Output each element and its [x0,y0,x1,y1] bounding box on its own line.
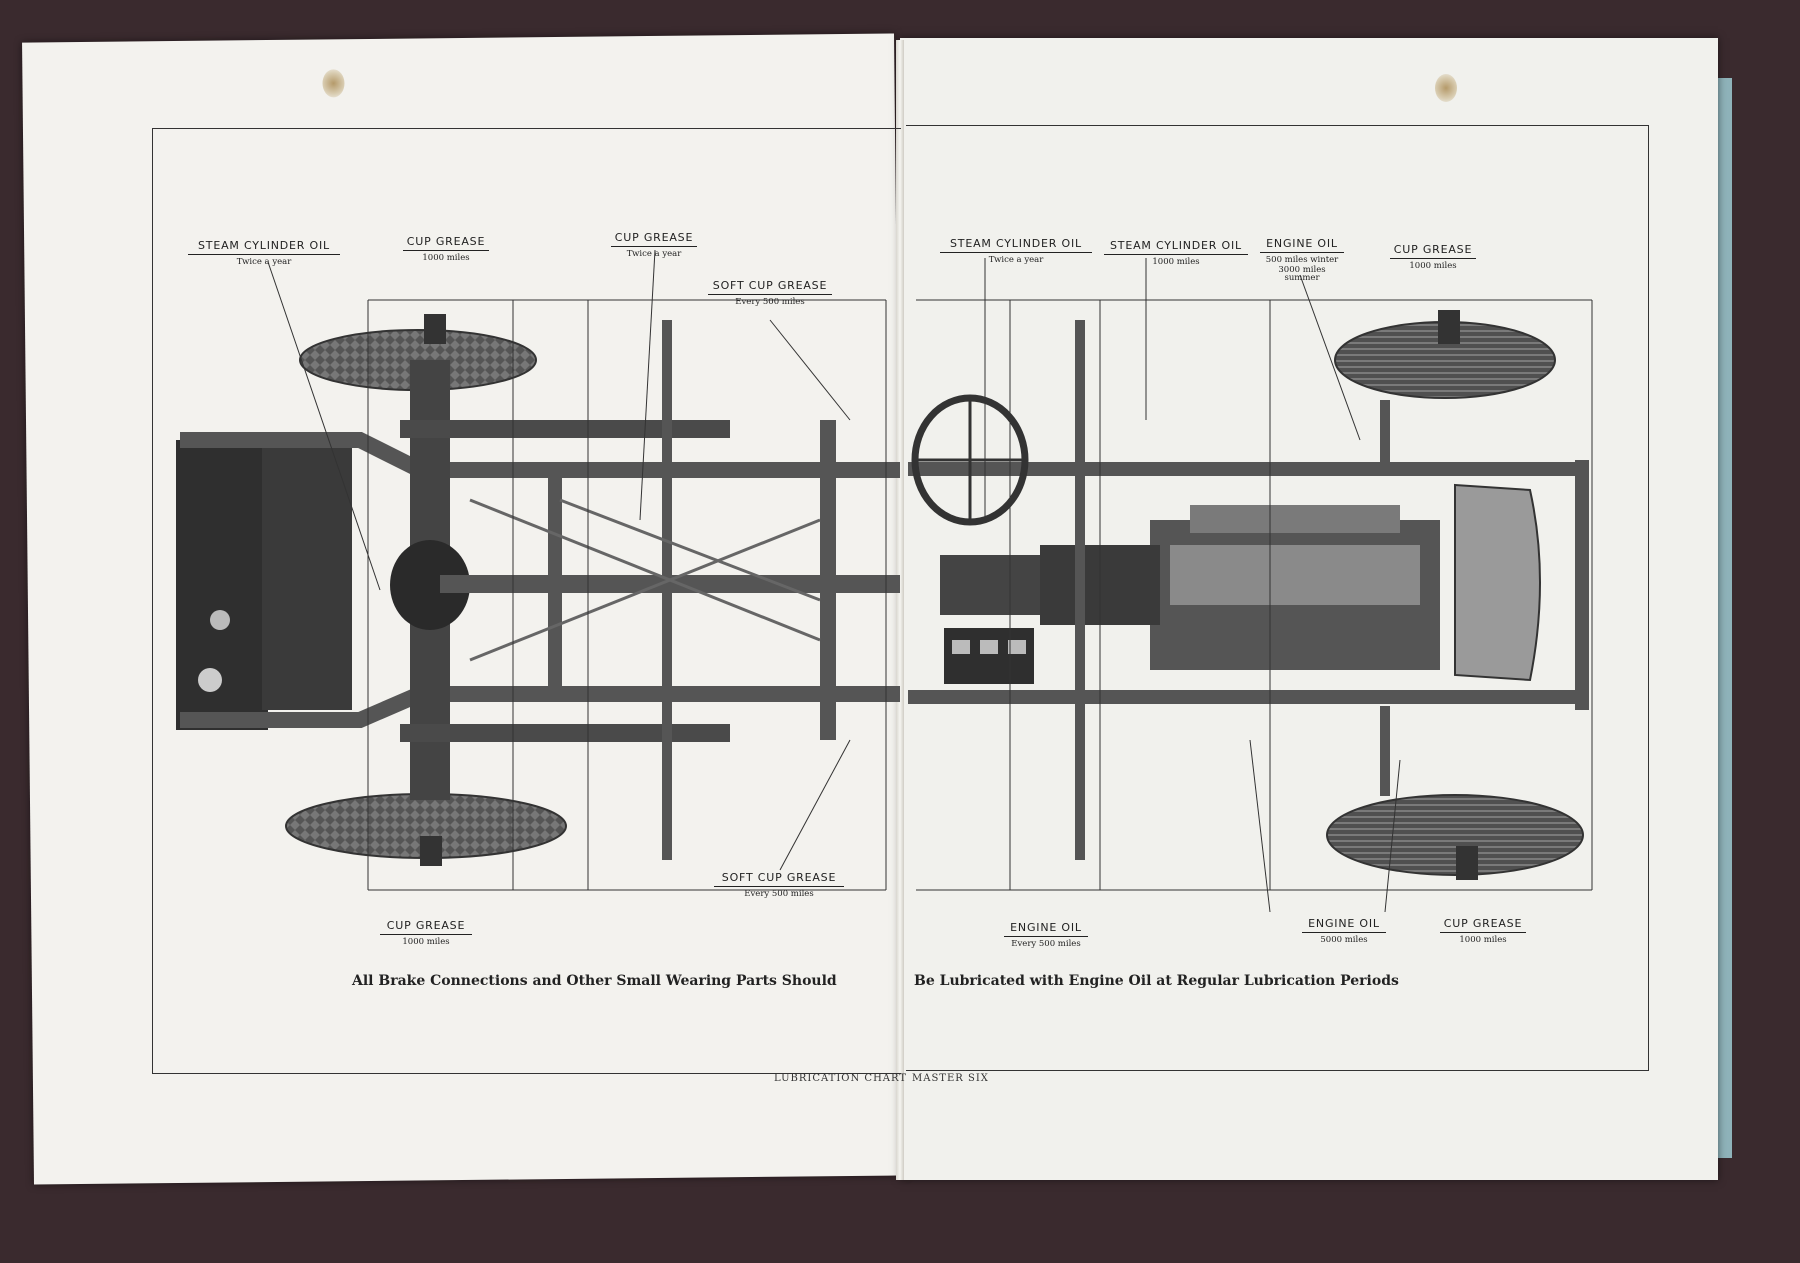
label-soft-cup-grease [708,280,832,307]
label-title: CUP GREASE [611,232,697,247]
label-title: SOFT CUP GREASE [708,280,832,295]
label-title: CUP GREASE [1440,918,1526,933]
label-title: ENGINE OIL [1302,918,1386,933]
label-interval: Twice a year [236,257,292,267]
caption-right: Be Lubricated with Engine Oil at Regular Lubrication Periods [914,973,1399,989]
label-cup-grease [380,920,472,947]
label-title: SOFT CUP GREASE [714,872,844,887]
front-tire-bottom [1327,795,1583,875]
label-title: ENGINE OIL [1260,238,1344,253]
label-interval: 500 miles winter [1265,255,1339,265]
radiator [1455,485,1540,680]
caption-left: All Brake Connections and Other Small Wearing Parts Should [352,973,837,989]
label-engine-oil [1302,918,1386,945]
label-interval: 1000 miles [422,253,470,263]
footer-right: MASTER SIX [912,1073,989,1084]
label-cup-grease [1440,918,1526,945]
label-cup-grease [403,236,489,263]
label-interval: 1000 miles [402,937,450,947]
label-interval: 5000 miles [1320,935,1368,945]
label-interval: Twice a year [988,255,1044,265]
label-engine-oil [1260,238,1344,283]
label-steam-cylinder-oil [940,238,1092,265]
label-interval: 1000 miles [1409,261,1457,271]
label-interval: Every 500 miles [735,297,805,307]
footer-left: LUBRICATION CHART [774,1073,908,1084]
label-interval: Every 500 miles [1011,939,1081,949]
label-interval: 1000 miles [1152,257,1200,267]
label-cup-grease [1390,244,1476,271]
label-title: ENGINE OIL [1004,922,1088,937]
label-interval: 1000 miles [1459,935,1507,945]
label-title: STEAM CYLINDER OIL [188,240,340,255]
hub-top [424,314,446,344]
label-title: CUP GREASE [380,920,472,935]
fuel-tank [176,440,268,730]
label-steam-cylinder-oil [1104,240,1248,267]
label-cup-grease [611,232,697,259]
label-title: CUP GREASE [1390,244,1476,259]
label-interval: 3000 miles summer [1278,264,1326,283]
label-interval: Twice a year [626,249,682,259]
label-interval: Every 500 miles [744,889,814,899]
label-steam-cylinder-oil [188,240,340,267]
label-title: CUP GREASE [403,236,489,251]
hub-bottom [420,836,442,866]
label-title: STEAM CYLINDER OIL [1104,240,1248,255]
label-soft-cup-grease [714,872,844,899]
label-title: STEAM CYLINDER OIL [940,238,1092,253]
label-engine-oil [1004,922,1088,949]
rear-chassis [176,314,900,866]
